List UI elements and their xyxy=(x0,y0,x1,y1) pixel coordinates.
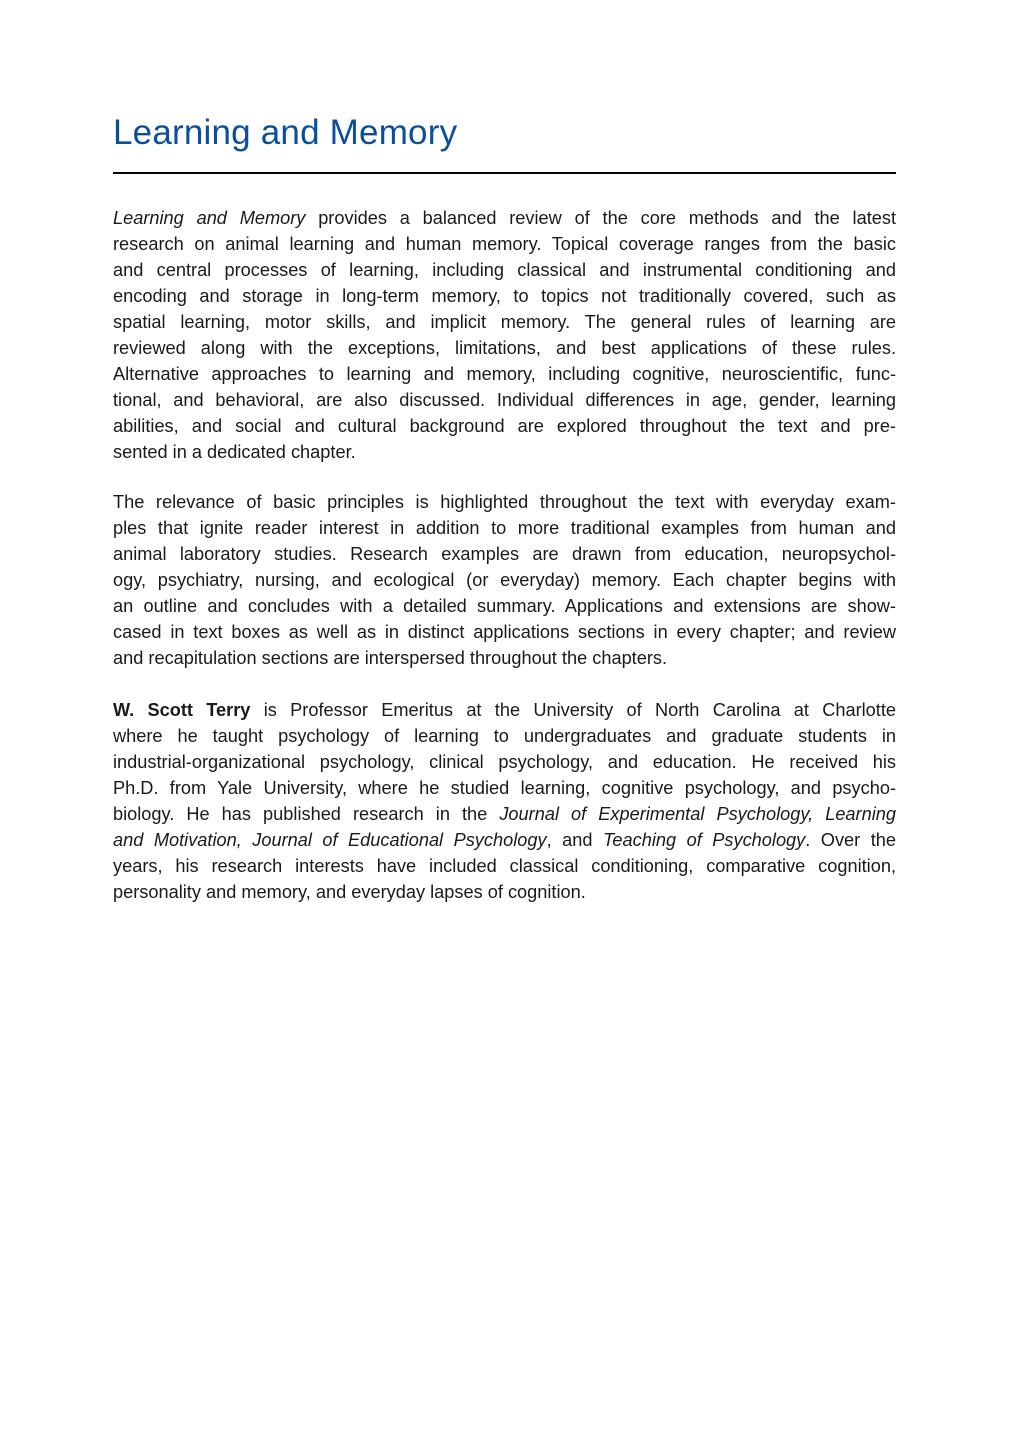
italic-title: Journal of Experimental Psychology, Learning xyxy=(499,804,896,824)
text-line xyxy=(113,723,896,749)
author-name: W. Scott Terry xyxy=(113,700,251,720)
text-segment: provides a balanced review of the core methods and the latest xyxy=(305,208,897,228)
text-line xyxy=(113,205,896,231)
text-line xyxy=(113,645,896,671)
text-line xyxy=(113,749,896,775)
text-line xyxy=(113,283,896,309)
text-line xyxy=(113,387,896,413)
text-segment: sented in a dedicated chapter. xyxy=(113,442,356,462)
title-divider xyxy=(113,172,896,174)
text-segment: where he taught psychology of learning to undergraduates and graduate students in xyxy=(113,726,896,746)
text-segment: spatial learning, motor skills, and implicit memory. The general rules of learning are xyxy=(113,312,896,332)
text-segment: encoding and storage in long-term memory, to topics not traditionally covered, such as xyxy=(113,286,896,306)
text-segment: Ph.D. from Yale University, where he studied learning, cognitive psychology, and psycho- xyxy=(113,778,896,798)
text-line xyxy=(113,567,896,593)
text-line xyxy=(113,257,896,283)
text-segment: Alternative approaches to learning and memory, including cognitive, neuroscientific, func- xyxy=(113,364,896,384)
text-segment: industrial-organizational psychology, clinical psychology, and education. He received his xyxy=(113,752,896,772)
text-line xyxy=(113,619,896,645)
text-line xyxy=(113,801,896,827)
text-line xyxy=(113,775,896,801)
text-segment: an outline and concludes with a detailed summary. Applications and extensions are show- xyxy=(113,596,896,616)
text-line xyxy=(113,439,896,465)
text-segment: animal laboratory studies. Research examples are drawn from education, neuropsychol- xyxy=(113,544,896,564)
text-segment: abilities, and social and cultural background are explored throughout the text and pre- xyxy=(113,416,896,436)
text-line xyxy=(113,879,896,905)
text-segment: The relevance of basic principles is highlighted throughout the text with everyday exam- xyxy=(113,492,896,512)
text-line xyxy=(113,853,896,879)
author-bio-paragraph xyxy=(113,697,896,905)
text-segment: personality and memory, and everyday lapses of cognition. xyxy=(113,882,586,902)
description-paragraph-2 xyxy=(113,489,896,671)
text-segment: biology. He has published research in the xyxy=(113,804,500,824)
text-line xyxy=(113,593,896,619)
description-paragraph-1 xyxy=(113,205,896,465)
text-segment: years, his research interests have included classical conditioning, comparative cognition, xyxy=(113,856,896,876)
page-title: Learning and Memory xyxy=(113,113,458,152)
text-line xyxy=(113,827,896,853)
text-segment: tional, and behavioral, are also discussed. Individual differences in age, gender, learning xyxy=(113,390,896,410)
text-segment: . Over the xyxy=(805,830,896,850)
text-line xyxy=(113,515,896,541)
text-line xyxy=(113,413,896,439)
italic-title: Teaching of Psychology xyxy=(602,830,806,850)
text-segment: and central processes of learning, including classical and instrumental conditioning and xyxy=(113,260,896,280)
text-line xyxy=(113,231,896,257)
text-segment: , and xyxy=(546,830,603,850)
text-line xyxy=(113,335,896,361)
text-segment: is Professor Emeritus at the University of North Carolina at Charlotte xyxy=(250,700,896,720)
text-segment: ples that ignite reader interest in addition to more traditional examples from human and xyxy=(113,518,896,538)
text-line xyxy=(113,697,896,723)
text-line xyxy=(113,309,896,335)
text-segment: research on animal learning and human memory. Topical coverage ranges from the basic xyxy=(113,234,896,254)
text-segment: reviewed along with the exceptions, limitations, and best applications of these rules. xyxy=(113,338,896,358)
italic-title: and Motivation, Journal of Educational Psychology xyxy=(113,830,547,850)
text-segment: cased in text boxes as well as in distinct applications sections in every chapter; and review xyxy=(113,622,896,642)
text-segment: ogy, psychiatry, nursing, and ecological (or everyday) memory. Each chapter begins with xyxy=(113,570,896,590)
italic-title: Learning and Memory xyxy=(113,208,306,228)
text-line xyxy=(113,361,896,387)
text-line xyxy=(113,489,896,515)
text-segment: and recapitulation sections are interspersed throughout the chapters. xyxy=(113,648,668,668)
text-line xyxy=(113,541,896,567)
